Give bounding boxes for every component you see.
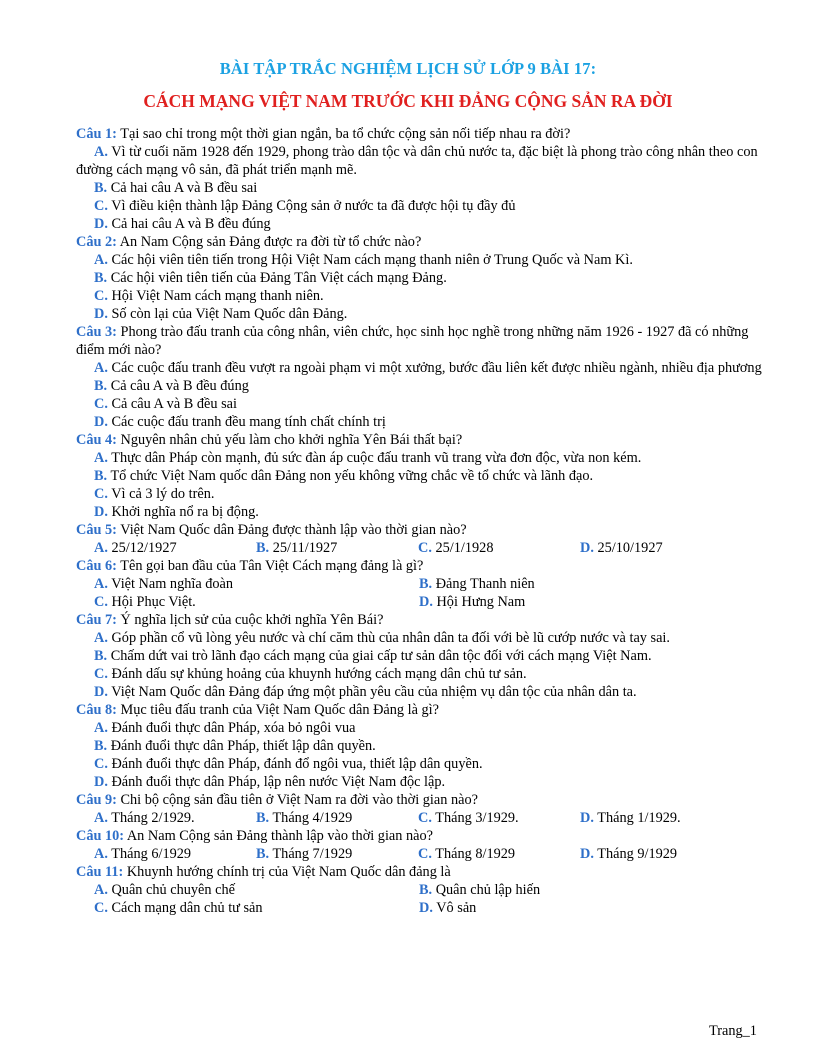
option-text: Đánh dấu sự khủng hoảng của khuynh hướng cách mạng dân chủ tư sản. [107,666,527,682]
option-text: Đánh đuổi thực dân Pháp, xóa bỏ ngôi vua [107,720,356,736]
option-text: Chấm dứt vai trò lãnh đạo cách mạng của giai cấp tư sản dân tộc đối với cách mạng Việt Nam. [107,648,652,664]
question-text: An Nam Cộng sản Đảng thành lập vào thời gian nào? [124,828,433,844]
option-text: Đảng Thanh niên [432,576,535,592]
option-text: Quân chủ lập hiến [432,882,541,898]
option-text: Đánh đuổi thực dân Pháp, thiết lập dân quyền. [107,738,376,754]
question-label: Câu 3: [76,324,117,340]
option-text: Các hội viên tiên tiến của Đảng Tân Việt cách mạng Đảng. [107,270,447,286]
option-text: Cách mạng dân chủ tư sản [107,900,263,916]
option-text: Hội Phục Việt. [107,594,196,610]
question-6 [76,557,770,611]
option-text: Cả câu A và B đều sai [107,396,237,412]
option-b[interactable] [76,179,770,197]
option-d[interactable] [76,305,770,323]
option-b[interactable] [256,845,418,863]
question-3 [76,323,770,431]
option-label: C. [94,288,108,304]
option-c[interactable] [418,809,580,827]
question-label: Câu 10: [76,828,125,844]
option-a[interactable] [94,845,256,863]
question-text: Khuynh hướng chính trị của Việt Nam Quốc dân đảng là [123,864,451,880]
option-label: D. [94,774,108,790]
option-text: Đánh đuổi thực dân Pháp, đánh đổ ngôi vua, thiết lập dân quyền. [107,756,483,772]
option-label: B. [419,576,433,592]
option-d[interactable] [76,413,770,431]
option-label: C. [94,486,108,502]
question-4 [76,431,770,521]
option-text: Cả hai câu A và B đều đúng [107,216,271,232]
option-d[interactable] [76,215,770,233]
page-subtitle: CÁCH MẠNG VIỆT NAM TRƯỚC KHI ĐẢNG CỘNG SẢN RA ĐỜI [143,91,673,111]
option-row [76,809,770,827]
question-stem [76,791,770,809]
question-label: Câu 9: [76,792,117,808]
option-label: C. [94,594,108,610]
option-label: C. [418,540,432,556]
option-row [76,575,770,593]
option-text: 25/1/1928 [431,540,494,556]
option-text: Tháng 7/1929 [269,846,353,862]
question-text: Phong trào đấu tranh của công nhân, viên chức, học sinh học nghề trong những năm 1926 - 1927 đã có những điểm mới nào? [76,324,749,358]
option-a[interactable] [76,449,770,467]
option-row [76,593,770,611]
option-text: Cả hai câu A và B đều sai [107,180,258,196]
option-label: A. [94,450,108,466]
option-b[interactable] [76,467,770,485]
option-label: A. [94,144,108,160]
question-stem [76,827,770,845]
option-text: Các hội viên tiên tiến trong Hội Việt Nam cách mạng thanh niên ở Trung Quốc và Nam Kì. [107,252,633,268]
question-label: Câu 4: [76,432,117,448]
option-label: D. [419,900,433,916]
option-label: B. [256,810,270,826]
option-label: A. [94,252,108,268]
option-text: 25/10/1927 [593,540,663,556]
option-text: Tháng 6/1929 [107,846,192,862]
option-label: B. [94,648,108,664]
option-c[interactable] [76,395,770,413]
option-row [76,899,770,917]
question-9 [76,791,770,827]
option-text: Tháng 8/1929 [431,846,516,862]
option-a[interactable] [76,719,770,737]
option-label: A. [94,810,108,826]
option-c[interactable] [418,539,580,557]
option-text: Các cuộc đấu tranh đều vượt ra ngoài phạm vi một xưởng, bước đầu liên kết được nhiều ngành, nhiều địa phương [107,360,762,376]
option-b[interactable] [256,539,418,557]
question-7 [76,611,770,701]
option-d[interactable] [76,683,770,701]
option-a[interactable] [94,575,419,593]
option-text: Tháng 3/1929. [431,810,519,826]
page-number: Trang_1 [709,1023,757,1039]
option-c[interactable] [94,899,419,917]
option-text: Khởi nghĩa nổ ra bị động. [107,504,259,520]
option-text: Việt Nam nghĩa đoàn [107,576,234,592]
option-a[interactable] [76,251,770,269]
option-label: A. [94,720,108,736]
option-label: C. [94,198,108,214]
option-label: D. [419,594,433,610]
option-label: B. [419,882,433,898]
option-a[interactable] [76,359,770,377]
option-c[interactable] [76,665,770,683]
option-text: 25/11/1927 [269,540,338,556]
question-10 [76,827,770,863]
question-text: Tên gọi ban đầu của Tân Việt Cách mạng đảng là gì? [116,558,424,574]
option-a[interactable] [94,539,256,557]
option-text: 25/12/1927 [107,540,177,556]
question-stem [76,557,770,575]
option-d[interactable] [76,503,770,521]
option-b[interactable] [76,737,770,755]
option-text: Vô sản [432,900,477,916]
option-label: C. [94,396,108,412]
option-c[interactable] [76,197,770,215]
option-text: Hội Việt Nam cách mạng thanh niên. [107,288,324,304]
option-text: Quân chủ chuyên chế [107,882,235,898]
option-b[interactable] [76,647,770,665]
option-a[interactable] [76,143,770,179]
option-d[interactable] [419,899,744,917]
option-text: Vì cả 3 lý do trên. [107,486,215,502]
question-2 [76,233,770,323]
option-d[interactable] [580,809,742,827]
option-text: Vì điều kiện thành lập Đảng Cộng sản ở nước ta đã được hội tụ đầy đủ [107,198,516,214]
option-label: B. [94,378,108,394]
page-title: BÀI TẬP TRẮC NGHIỆM LỊCH SỬ LỚP 9 BÀI 17: [219,59,597,78]
option-label: A. [94,630,108,646]
question-list [76,125,770,917]
question-stem [76,125,770,143]
option-a[interactable] [76,629,770,647]
option-text: Cả câu A và B đều đúng [107,378,249,394]
option-label: C. [418,846,432,862]
option-b[interactable] [419,881,744,899]
option-d[interactable] [76,773,770,791]
question-8 [76,701,770,791]
option-b[interactable] [76,269,770,287]
question-text: Mục tiêu đấu tranh của Việt Nam Quốc dân Đảng là gì? [116,702,439,718]
option-label: D. [580,810,594,826]
option-label: A. [94,540,108,556]
question-label: Câu 7: [76,612,117,628]
question-11 [76,863,770,917]
option-text: Đánh đuổi thực dân Pháp, lập nên nước Việt Nam độc lập. [107,774,446,790]
question-text: An Nam Cộng sản Đảng được ra đời từ tổ chức nào? [116,234,422,250]
option-d[interactable] [580,539,742,557]
option-c[interactable] [418,845,580,863]
option-label: D. [94,414,108,430]
option-text: Tháng 4/1929 [269,810,353,826]
option-label: C. [94,756,108,772]
question-stem [76,323,770,359]
question-stem [76,521,770,539]
option-text: Hội Hưng Nam [432,594,526,610]
question-1 [76,125,770,233]
option-label: B. [94,270,108,286]
option-c[interactable] [76,485,770,503]
option-row [76,881,770,899]
option-c[interactable] [94,593,419,611]
option-a[interactable] [94,881,419,899]
option-b[interactable] [76,377,770,395]
question-stem [76,701,770,719]
question-stem [76,611,770,629]
option-label: A. [94,882,108,898]
option-text: Số còn lại của Việt Nam Quốc dân Đảng. [107,306,348,322]
option-row [76,845,770,863]
option-d[interactable] [419,593,744,611]
option-row [76,539,770,557]
option-text: Thực dân Pháp còn mạnh, đủ sức đàn áp cuộc đấu tranh vũ trang vừa đơn độc, vừa non kém. [107,450,642,466]
option-a[interactable] [94,809,256,827]
question-stem [76,431,770,449]
option-label: B. [94,738,108,754]
option-label: B. [94,180,108,196]
option-label: B. [94,468,108,484]
option-label: A. [94,846,108,862]
option-text: Tháng 9/1929 [593,846,678,862]
option-label: D. [580,540,594,556]
option-label: D. [580,846,594,862]
question-label: Câu 2: [76,234,117,250]
option-label: D. [94,306,108,322]
option-b[interactable] [419,575,744,593]
question-text: Việt Nam Quốc dân Đảng được thành lập vào thời gian nào? [116,522,467,538]
option-text: Tháng 2/1929. [107,810,195,826]
option-b[interactable] [256,809,418,827]
question-label: Câu 11: [76,864,124,880]
option-label: A. [94,360,108,376]
option-label: C. [94,666,108,682]
option-label: B. [256,540,270,556]
option-label: D. [94,216,108,232]
option-text: Vì từ cuối năm 1928 đến 1929, phong trào dân tộc và dân chủ nước ta, đặc biệt là phong trào công nhân theo con đường cách mạng vô sản, đã phát triển mạnh mẽ. [76,144,758,178]
question-5 [76,521,770,557]
question-label: Câu 5: [76,522,117,538]
option-text: Tổ chức Việt Nam quốc dân Đảng non yếu không vững chắc về tổ chức và lãnh đạo. [107,468,594,484]
option-text: Góp phần cổ vũ lòng yêu nước và chí căm thù của nhân dân ta đối với bè lũ cướp nước và tay sai. [107,630,670,646]
question-label: Câu 6: [76,558,117,574]
option-label: C. [94,900,108,916]
option-label: C. [418,810,432,826]
option-label: A. [94,576,108,592]
option-text: Tháng 1/1929. [593,810,681,826]
question-label: Câu 8: [76,702,117,718]
question-text: Tại sao chỉ trong một thời gian ngắn, ba tổ chức cộng sản nối tiếp nhau ra đời? [116,126,571,142]
question-stem [76,863,770,881]
option-c[interactable] [76,287,770,305]
question-text: Chi bộ cộng sản đầu tiên ở Việt Nam ra đời vào thời gian nào? [116,792,478,808]
question-text: Nguyên nhân chủ yếu làm cho khởi nghĩa Yên Bái thất bại? [116,432,463,448]
option-text: Việt Nam Quốc dân Đảng đáp ứng một phần yêu cầu của nhiệm vụ dân tộc của nhân dân ta. [107,684,637,700]
option-d[interactable] [580,845,742,863]
option-label: B. [256,846,270,862]
question-label: Câu 1: [76,126,117,142]
question-stem [76,233,770,251]
option-c[interactable] [76,755,770,773]
question-text: Ý nghĩa lịch sử của cuộc khởi nghĩa Yên Bái? [116,612,384,628]
option-text: Các cuộc đấu tranh đều mang tính chất chính trị [107,414,386,430]
option-label: D. [94,504,108,520]
option-label: D. [94,684,108,700]
